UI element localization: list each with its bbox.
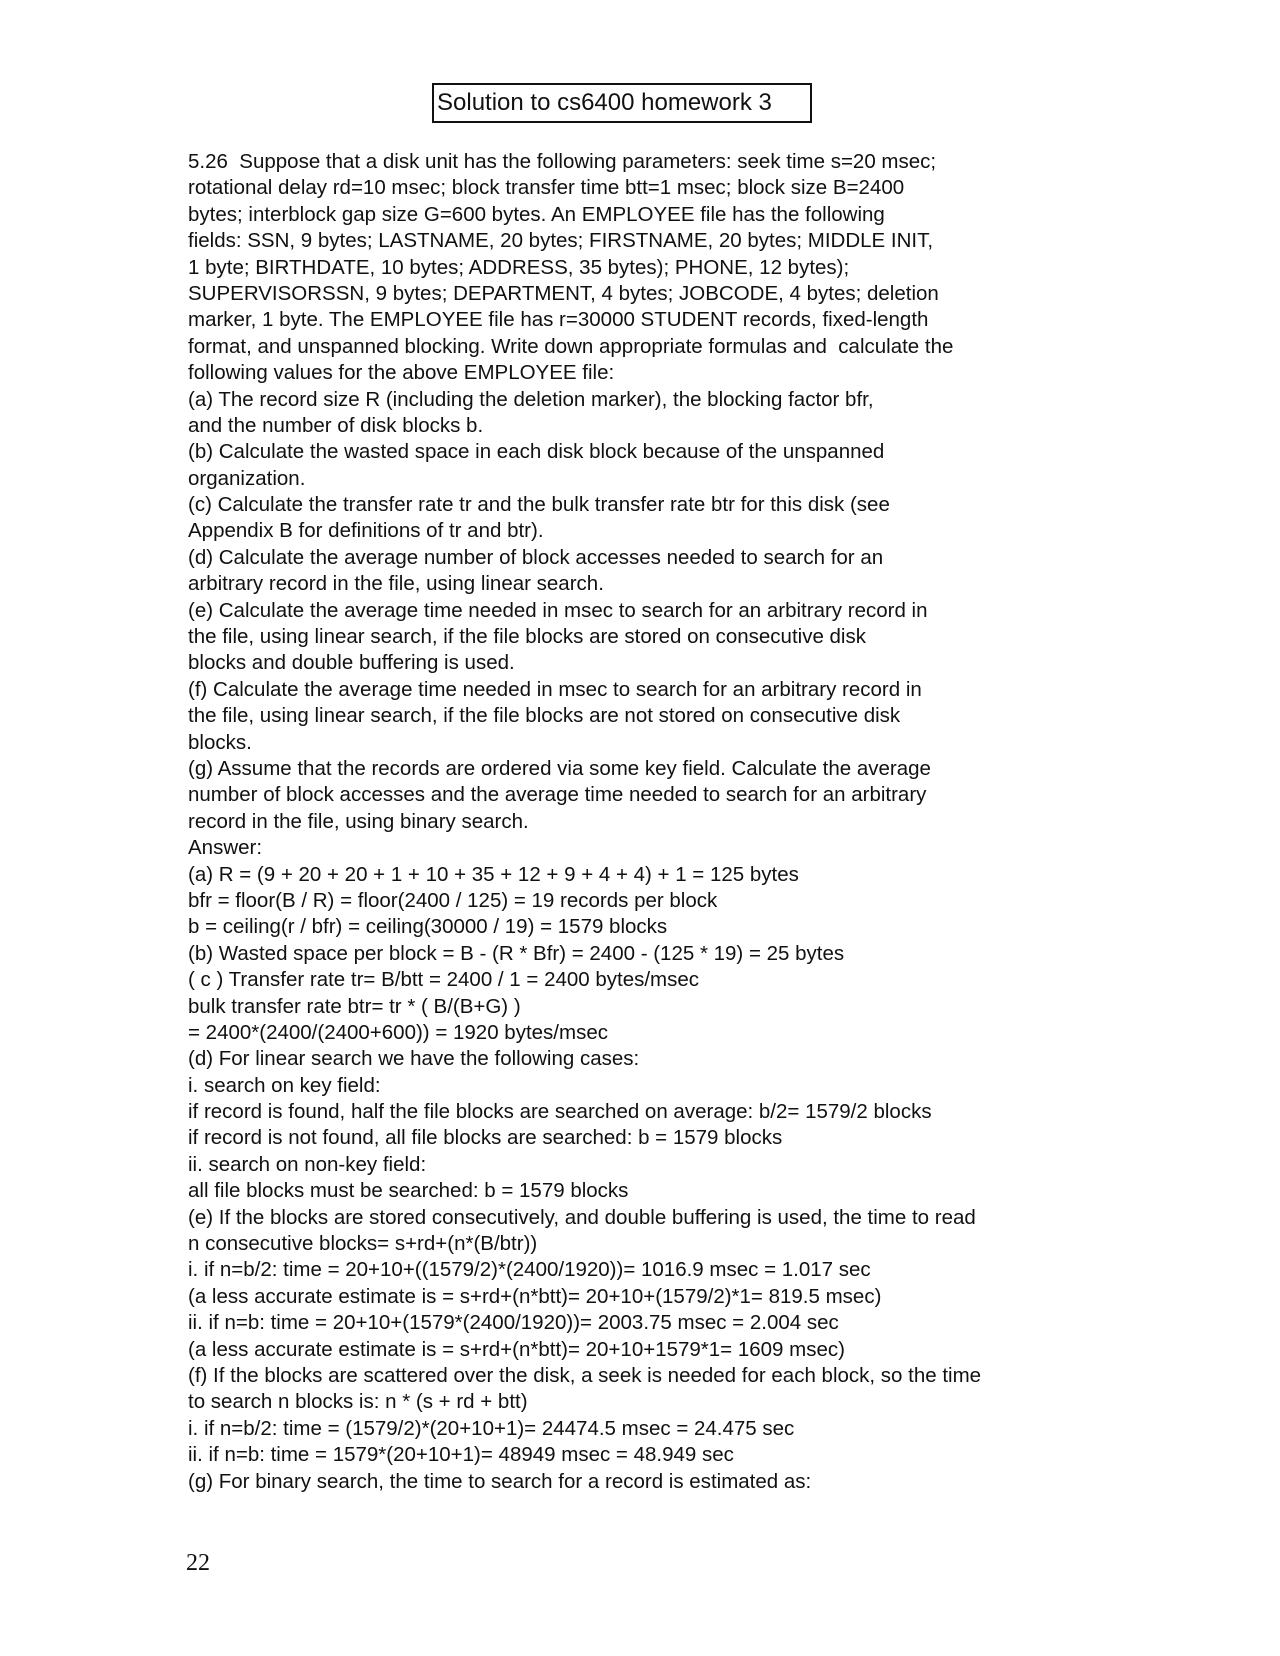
text-line: (g) For binary search, the time to search for a record is estimated as: [188, 1469, 812, 1493]
text-line: ( c ) Transfer rate tr= B/btt = 2400 / 1 = 2400 bytes/msec [188, 968, 700, 992]
text-line: organization. [188, 466, 306, 490]
text-line: ii. search on non-key field: [188, 1152, 427, 1176]
text-line: (a less accurate estimate is = s+rd+(n*btt)= 20+10+(1579/2)*1= 819.5 msec) [188, 1284, 882, 1308]
text-line: format, and unspanned blocking. Write down appropriate formulas and calculate the [188, 334, 954, 358]
text-line: bulk transfer rate btr= tr * ( B/(B+G) ) [188, 994, 521, 1018]
document-title: Solution to cs6400 homework 3 [432, 83, 812, 123]
text-line: (b) Wasted space per block = B - (R * Bfr) = 2400 - (125 * 19) = 25 bytes [188, 941, 845, 965]
text-line: blocks and double buffering is used. [188, 651, 515, 675]
text-line: bytes; interblock gap size G=600 bytes. An EMPLOYEE file has the following [188, 202, 885, 226]
text-line: record in the file, using binary search. [188, 809, 529, 833]
text-line: (g) Assume that the records are ordered via some key field. Calculate the average [188, 756, 931, 780]
text-line: i. if n=b/2: time = (1579/2)*(20+10+1)= 24474.5 msec = 24.475 sec [188, 1416, 795, 1440]
text-line: (f) Calculate the average time needed in msec to search for an arbitrary record in [188, 677, 922, 701]
text-line: 1 byte; BIRTHDATE, 10 bytes; ADDRESS, 35 bytes); PHONE, 12 bytes); [188, 255, 850, 279]
text-line: Appendix B for definitions of tr and btr). [188, 519, 544, 543]
text-line: ii. if n=b: time = 20+10+(1579*(2400/1920))= 2003.75 msec = 2.004 sec [188, 1311, 839, 1335]
text-line: marker, 1 byte. The EMPLOYEE file has r=30000 STUDENT records, fixed-length [188, 308, 929, 332]
text-line: bfr = floor(B / R) = floor(2400 / 125) = 19 records per block [188, 888, 718, 912]
text-line: (b) Calculate the wasted space in each disk block because of the unspanned [188, 440, 885, 464]
text-line: if record is not found, all file blocks are searched: b = 1579 blocks [188, 1126, 783, 1150]
text-line: blocks. [188, 730, 252, 754]
text-line: all file blocks must be searched: b = 1579 blocks [188, 1179, 629, 1203]
text-line: Answer: [188, 836, 263, 860]
page-number: 22 [186, 1550, 210, 1576]
text-line: (c) Calculate the transfer rate tr and the bulk transfer rate btr for this disk (see [188, 493, 890, 517]
text-line: arbitrary record in the file, using linear search. [188, 572, 604, 596]
text-line: (a) R = (9 + 20 + 20 + 1 + 10 + 35 + 12 + 9 + 4 + 4) + 1 = 125 bytes [188, 862, 799, 886]
text-line: number of block accesses and the average time needed to search for an arbitrary [188, 783, 927, 807]
text-line: (d) Calculate the average number of block accesses needed to search for an [188, 545, 884, 569]
text-line: rotational delay rd=10 msec; block transfer time btt=1 msec; block size B=2400 [188, 176, 905, 200]
text-line: = 2400*(2400/(2400+600)) = 1920 bytes/msec [188, 1020, 608, 1044]
text-line: the file, using linear search, if the file blocks are not stored on consecutive disk [188, 704, 901, 728]
text-line: 5.26 Suppose that a disk unit has the following parameters: seek time s=20 msec; [188, 150, 937, 173]
text-line: fields: SSN, 9 bytes; LASTNAME, 20 bytes; FIRSTNAME, 20 bytes; MIDDLE INIT, [188, 229, 934, 253]
text-line: n consecutive blocks= s+rd+(n*(B/btr)) [188, 1232, 538, 1256]
text-line: and the number of disk blocks b. [188, 413, 484, 437]
text-line: (f) If the blocks are scattered over the disk, a seek is needed for each block, so the time [188, 1363, 982, 1387]
text-line: b = ceiling(r / bfr) = ceiling(30000 / 19) = 1579 blocks [188, 915, 668, 939]
text-line: (a) The record size R (including the deletion marker), the blocking factor bfr, [188, 387, 874, 411]
text-line: i. search on key field: [188, 1073, 381, 1097]
text-line: (e) If the blocks are stored consecutively, and double buffering is used, the time to read [188, 1205, 976, 1229]
text-line: (d) For linear search we have the following cases: [188, 1047, 640, 1071]
text-line: ii. if n=b: time = 1579*(20+10+1)= 48949 msec = 48.949 sec [188, 1443, 734, 1467]
text-line: if record is found, half the file blocks are searched on average: b/2= 1579/2 blocks [188, 1100, 932, 1124]
text-line: (e) Calculate the average time needed in msec to search for an arbitrary record in [188, 598, 928, 622]
text-line: the file, using linear search, if the file blocks are stored on consecutive disk [188, 625, 866, 649]
document-body [188, 149, 1248, 1495]
text-line: following values for the above EMPLOYEE file: [188, 361, 615, 385]
text-line: to search n blocks is: n * (s + rd + btt) [188, 1390, 528, 1414]
text-line: SUPERVISORSSN, 9 bytes; DEPARTMENT, 4 bytes; JOBCODE, 4 bytes; deletion [188, 281, 939, 305]
text-line: (a less accurate estimate is = s+rd+(n*btt)= 20+10+1579*1= 1609 msec) [188, 1337, 845, 1361]
text-line: i. if n=b/2: time = 20+10+((1579/2)*(2400/1920))= 1016.9 msec = 1.017 sec [188, 1258, 871, 1282]
